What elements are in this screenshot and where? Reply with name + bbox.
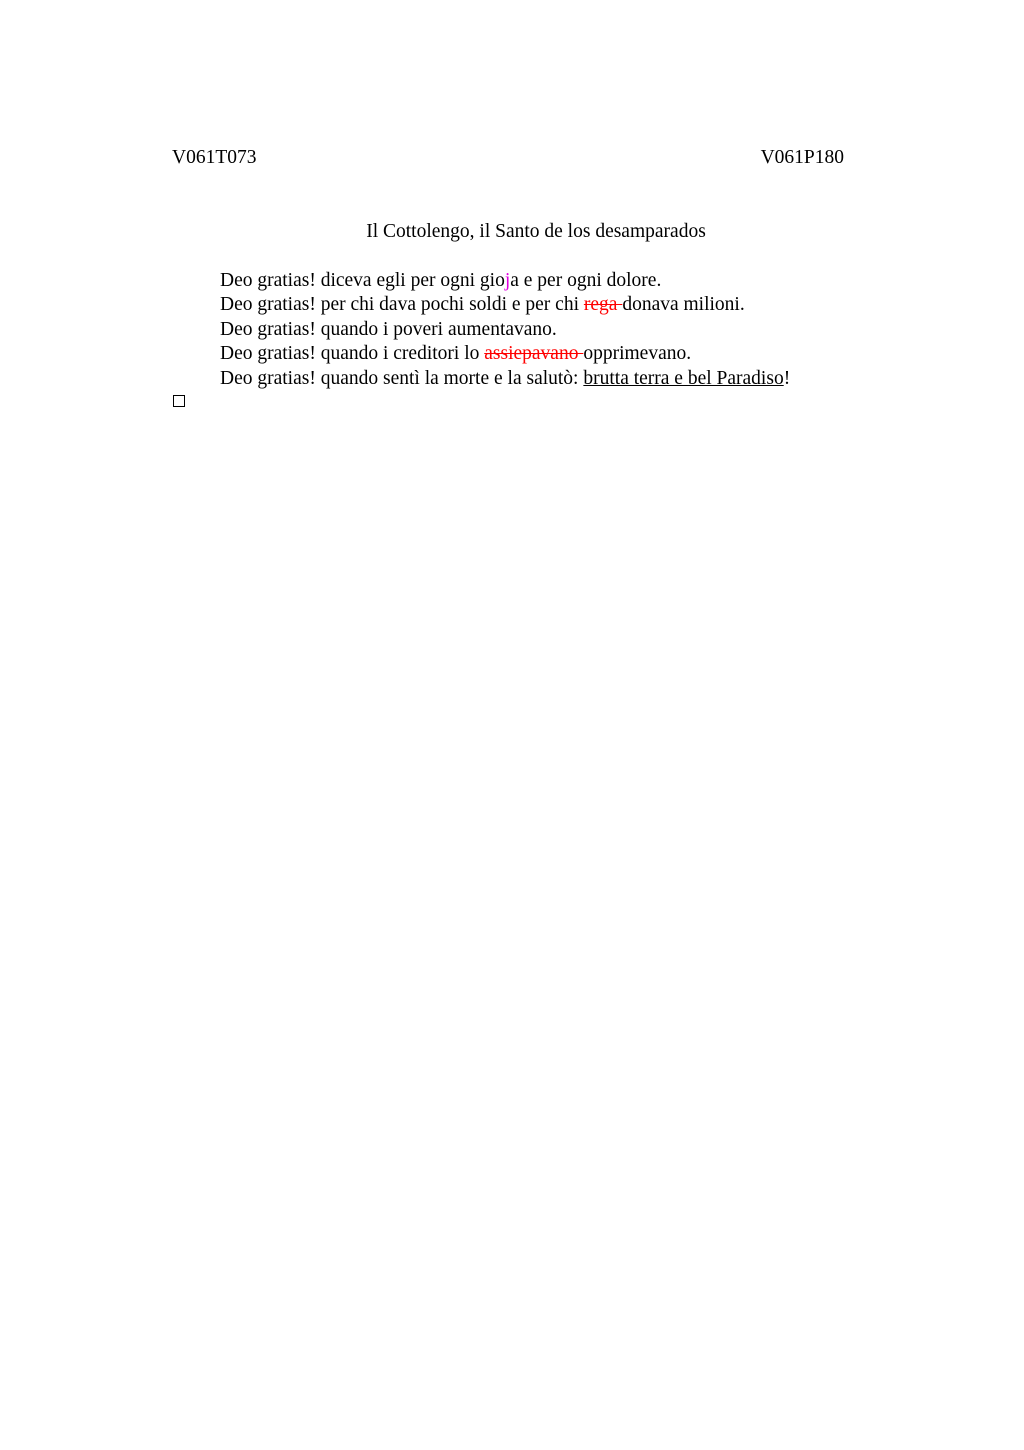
text-segment: Deo gratias! per chi dava pochi soldi e per chi [220, 294, 584, 316]
underlined-text: brutta terra e bel Paradiso [583, 367, 784, 389]
verse-line-2 [220, 293, 790, 317]
verse-line-4 [220, 342, 790, 366]
verse-line-1 [220, 269, 790, 293]
document-title: Il Cottolengo, il Santo de los desamparados [366, 221, 706, 242]
inserted-text: j [504, 270, 511, 291]
verse-line-5 [220, 367, 790, 391]
text-segment: opprimevano. [583, 343, 692, 365]
text-segment: a e per ogni dolore. [510, 270, 662, 291]
text-segment: Deo gratias! quando sentì la morte e la salutò: [220, 367, 584, 389]
header-right-code: V061P180 [760, 147, 844, 168]
deleted-text: assiepavano [484, 343, 584, 365]
text-segment: Deo gratias! diceva egli per ogni gio [220, 270, 505, 291]
text-segment: ! [783, 367, 791, 389]
text-segment: Deo gratias! quando i creditori lo [220, 343, 485, 365]
square-outline-icon [173, 395, 185, 407]
header-left-code: V061T073 [172, 147, 257, 168]
text-segment: Deo gratias! quando i poveri aumentavano. [220, 318, 557, 340]
text-segment: donava milioni. [622, 294, 745, 316]
verse-line-3 [220, 318, 790, 342]
verse-block [220, 269, 790, 391]
deleted-text: rega [583, 294, 623, 316]
